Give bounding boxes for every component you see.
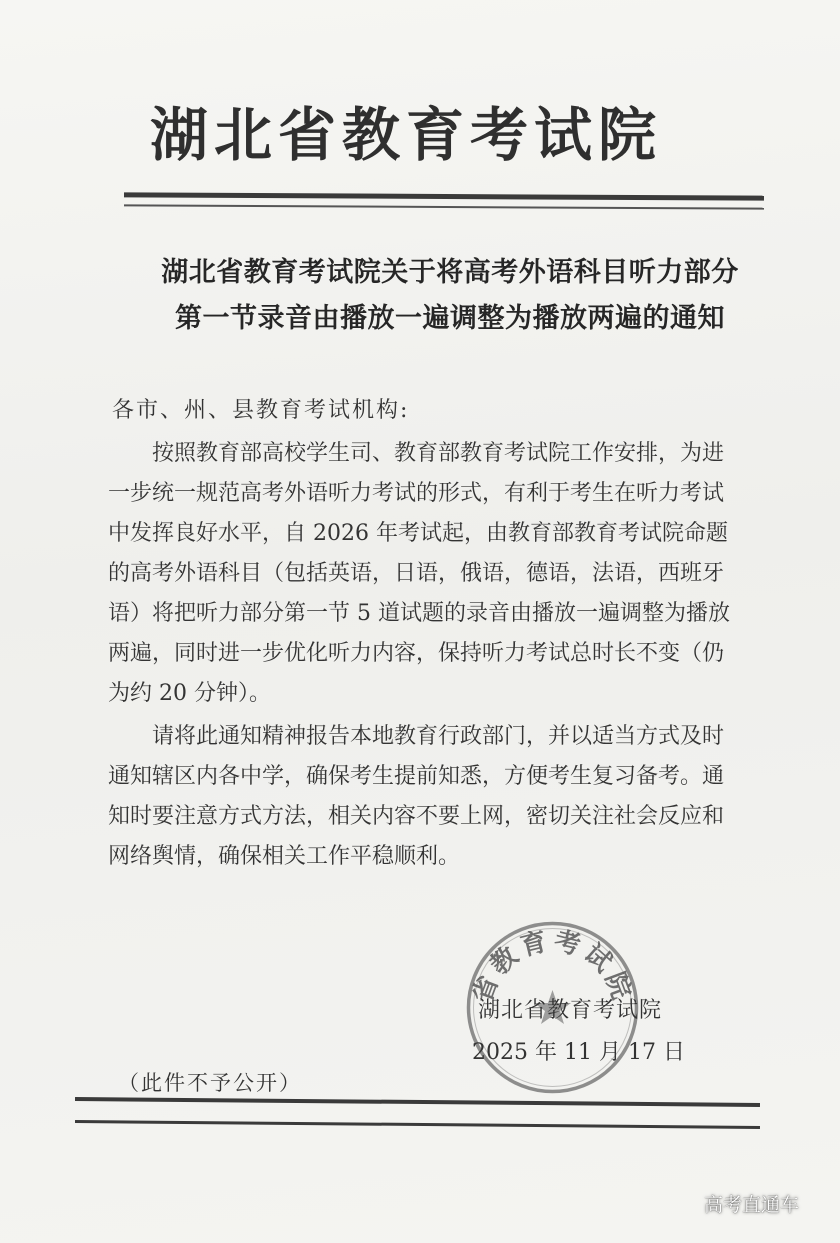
header-rule-thin [124, 204, 764, 209]
notice-title-line-2: 第一节录音由播放一遍调整为播放两遍的通知 [175, 303, 725, 334]
paragraph-2 [108, 717, 763, 877]
paragraph-1-line: 为约 20 分钟）。 [108, 681, 271, 706]
salutation: 各市、州、县教育考试机构: [112, 398, 410, 423]
footer-rule-thick [75, 1097, 760, 1107]
footer-rule-thin [75, 1120, 760, 1129]
paragraph-1-line: 语）将把听力部分第一节 5 道试题的录音由播放一遍调整为播放 [108, 601, 730, 626]
paragraph-2-line: 网络舆情，确保相关工作平稳顺利。 [108, 844, 461, 869]
confidentiality-note: （此件不予公开） [118, 1071, 302, 1095]
seal-text: 省教育考试院 [467, 926, 638, 1007]
signature-date: 2025 年 11 月 17 日 [472, 1040, 685, 1065]
paragraph-1-line: 中发挥良好水平，自 2026 年考试起，由教育部教育考试院命题 [108, 521, 728, 546]
paragraph-1-line: 两遍，同时进一步优化听力内容，保持听力考试总时长不变（仍 [108, 641, 725, 666]
paragraph-1 [108, 434, 763, 714]
header-rule-thick [124, 192, 764, 200]
paragraph-1-line: 的高考外语科目（包括英语，日语，俄语，德语，法语，西班牙 [108, 561, 725, 586]
notice-title [150, 250, 750, 342]
paragraph-2-line: 请将此通知精神报告本地教育行政部门，并以适当方式及时 [108, 724, 725, 749]
signature-organization: 湖北省教育考试院 [478, 998, 663, 1023]
notice-title-line-1: 湖北省教育考试院关于将高考外语科目听力部分 [161, 257, 739, 288]
paragraph-1-line: 按照教育部高校学生司、教育部教育考试院工作安排，为进 [108, 441, 725, 466]
issuing-organization-header: 湖北省教育考试院 [150, 101, 663, 169]
watermark: 高考直通车 [704, 1194, 800, 1216]
paragraph-1-line: 一步统一规范高考外语听力考试的形式，有利于考生在听力考试 [108, 481, 725, 506]
paragraph-2-line: 通知辖区内各中学，确保考生提前知悉，方便考生复习备考。通 [108, 764, 725, 789]
paragraph-2-line: 知时要注意方式方法，相关内容不要上网，密切关注社会反应和 [108, 804, 725, 829]
